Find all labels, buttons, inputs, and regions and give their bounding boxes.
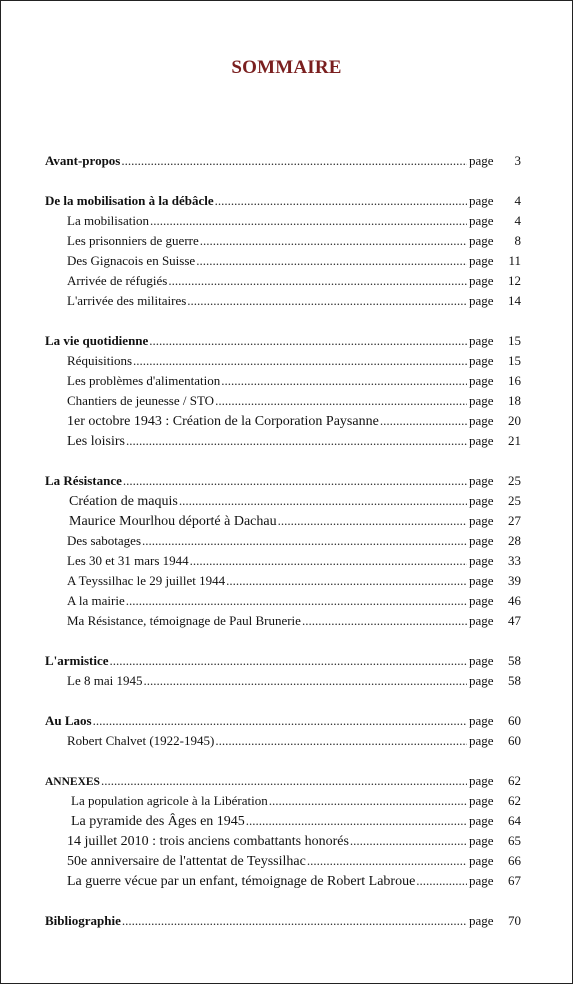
toc-section-row: [45, 711, 521, 731]
dot-leader: [110, 651, 467, 671]
page-number: 62: [508, 793, 521, 808]
page-word: page: [469, 413, 494, 428]
dot-leader: [190, 551, 467, 571]
dot-leader: [215, 191, 467, 211]
page-word: page: [469, 573, 494, 588]
dot-leader: [269, 791, 467, 811]
dot-leader: [150, 211, 467, 231]
dot-leader: [122, 911, 467, 931]
page-number: 20: [508, 413, 521, 428]
toc-entry-title: Création de maquis: [69, 494, 178, 509]
page-number: 58: [508, 673, 521, 688]
page-word: page: [469, 213, 494, 228]
page-number: 62: [508, 773, 521, 788]
page-number: 47: [508, 613, 521, 628]
page-number: 67: [508, 873, 521, 888]
toc-section-title: De la mobilisation à la débâcle: [45, 193, 214, 208]
dot-leader: [246, 811, 467, 831]
toc-entry-row: [69, 511, 521, 531]
page-number: 4: [514, 193, 521, 208]
page-word: page: [469, 273, 494, 288]
toc-entry-row: [69, 491, 521, 511]
page-word: page: [469, 533, 494, 548]
toc-entry-row: [67, 271, 521, 291]
dot-leader: [226, 571, 467, 591]
page-word: page: [469, 393, 494, 408]
toc-entry-row: [67, 851, 521, 871]
toc-entry-row: [67, 431, 521, 451]
toc-entry-row: [67, 871, 521, 891]
page-word: page: [469, 253, 494, 268]
page-number: 8: [514, 233, 521, 248]
toc-entry-title: La population agricole à la Libération: [71, 793, 268, 808]
toc-entry-title: 1er octobre 1943 : Création de la Corporation Paysanne: [67, 414, 379, 429]
page-word: page: [469, 513, 494, 528]
toc-entry-title: La mobilisation: [67, 213, 149, 228]
toc-section-title: La Résistance: [45, 473, 122, 488]
page-number: 58: [508, 653, 521, 668]
page-number: 11: [508, 253, 521, 268]
toc-entry-row: [67, 351, 521, 371]
toc-section-row: [45, 331, 521, 351]
page-number: 12: [508, 273, 521, 288]
page-word: page: [469, 333, 494, 348]
toc-section-title: Bibliographie: [45, 913, 121, 928]
page-number: 46: [508, 593, 521, 608]
page-word: page: [469, 373, 494, 388]
toc-entry-row: [67, 731, 521, 751]
toc-entry-row: [67, 671, 521, 691]
page-word: page: [469, 473, 494, 488]
page-word: page: [469, 653, 494, 668]
page-word: page: [469, 613, 494, 628]
page-word: page: [469, 913, 494, 928]
dot-leader: [101, 771, 467, 791]
toc-entry-row: [71, 811, 521, 831]
toc-entry-row: [67, 411, 521, 431]
page-number: 60: [508, 733, 521, 748]
page-word: page: [469, 813, 494, 828]
dot-leader: [143, 671, 467, 691]
dot-leader: [278, 511, 467, 531]
toc-entry-row: [67, 391, 521, 411]
toc-section-title: Au Laos: [45, 713, 92, 728]
dot-leader: [123, 471, 467, 491]
toc-section-row: [45, 471, 521, 491]
page-number: 15: [508, 353, 521, 368]
toc-entry-row: [67, 611, 521, 631]
dot-leader: [380, 411, 467, 431]
page-word: page: [469, 553, 494, 568]
dot-leader: [126, 431, 467, 451]
page-word: page: [469, 733, 494, 748]
toc-entry-title: Réquisitions: [67, 353, 133, 368]
toc-entry-title: Des Gignacois en Suisse: [67, 253, 196, 268]
dot-leader: [307, 851, 467, 871]
page-number: 15: [508, 333, 521, 348]
page-number: 64: [508, 813, 521, 828]
toc-entry-row: [67, 231, 521, 251]
toc-entry-row: [67, 571, 521, 591]
page-number: 65: [508, 833, 521, 848]
toc-entry-row: [67, 371, 521, 391]
toc-entry-title: A la mairie: [67, 593, 125, 608]
toc-entry-row: [67, 551, 521, 571]
page-word: page: [469, 193, 494, 208]
page-number: 3: [514, 153, 521, 168]
toc-entry-title: Le 8 mai 1945: [67, 673, 143, 688]
page-number: 60: [508, 713, 521, 728]
dot-leader: [187, 291, 467, 311]
page-title: SOMMAIRE: [231, 57, 342, 78]
toc-entry-title: L'arrivée des militaires: [67, 293, 187, 308]
page-word: page: [469, 353, 494, 368]
dot-leader: [93, 711, 467, 731]
page-word: page: [469, 293, 494, 308]
toc-section-title: ANNEXES: [45, 776, 100, 788]
page-word: page: [469, 793, 494, 808]
toc-entry-title: Chantiers de jeunesse / STO: [67, 393, 215, 408]
page-number: 39: [508, 573, 521, 588]
toc-entry-title: Les prisonniers de guerre: [67, 233, 199, 248]
toc-section-row: [45, 771, 521, 791]
toc-entry-title: Des sabotages: [67, 533, 142, 548]
toc-entry-title: Les problèmes d'alimentation: [67, 373, 221, 388]
page-word: page: [469, 433, 494, 448]
toc-section-row: [45, 911, 521, 931]
dot-leader: [215, 731, 467, 751]
page-number: 70: [508, 913, 521, 928]
dot-leader: [350, 831, 467, 851]
toc-entry-row: [67, 211, 521, 231]
toc-section-title: Avant-propos: [45, 153, 121, 168]
toc-entry-title: La guerre vécue par un enfant, témoignage de Robert Labroue: [67, 874, 416, 889]
dot-leader: [149, 331, 467, 351]
toc-section-title: L'armistice: [45, 653, 109, 668]
toc-entry-row: [67, 531, 521, 551]
dot-leader: [416, 871, 467, 891]
toc-entry-row: [67, 291, 521, 311]
dot-leader: [196, 251, 467, 271]
page-number: 21: [508, 433, 521, 448]
page-number: 18: [508, 393, 521, 408]
toc-entry-title: 50e anniversaire de l'attentat de Teyssilhac: [67, 854, 306, 869]
dot-leader: [215, 391, 467, 411]
dot-leader: [302, 611, 467, 631]
toc-entry-title: Les 30 et 31 mars 1944: [67, 553, 189, 568]
dot-leader: [126, 591, 467, 611]
page-word: page: [469, 833, 494, 848]
page-word: page: [469, 493, 494, 508]
page-number: 14: [508, 293, 521, 308]
toc-entry-row: [67, 831, 521, 851]
page-word: page: [469, 673, 494, 688]
page-number: 27: [508, 513, 521, 528]
toc-section-row: [45, 651, 521, 671]
page-number: 66: [508, 853, 521, 868]
dot-leader: [221, 371, 467, 391]
toc-entry-title: Robert Chalvet (1922-1945): [67, 733, 215, 748]
page-word: page: [469, 593, 494, 608]
page-number: 28: [508, 533, 521, 548]
page-word: page: [469, 873, 494, 888]
toc-entry-row: [67, 591, 521, 611]
page-word: page: [469, 853, 494, 868]
page-number: 33: [508, 553, 521, 568]
toc-section-title: La vie quotidienne: [45, 333, 149, 348]
toc-entry-title: 14 juillet 2010 : trois anciens combattants honorés: [67, 834, 349, 849]
toc-entry-title: Arrivée de réfugiés: [67, 273, 168, 288]
page-number: 4: [514, 213, 521, 228]
toc-entry-row: [71, 791, 521, 811]
page-number: 16: [508, 373, 521, 388]
dot-leader: [168, 271, 467, 291]
page-word: page: [469, 773, 494, 788]
page-word: page: [469, 713, 494, 728]
page-word: page: [469, 153, 494, 168]
page-word: page: [469, 233, 494, 248]
dot-leader: [142, 531, 467, 551]
toc-entry-title: Les loisirs: [67, 434, 125, 449]
dot-leader: [200, 231, 467, 251]
toc-entry-row: [67, 251, 521, 271]
dot-leader: [121, 151, 467, 171]
toc-section-row: [45, 151, 521, 171]
page-number: 25: [508, 493, 521, 508]
dot-leader: [179, 491, 467, 511]
toc-entry-title: Ma Résistance, témoignage de Paul Brunerie: [67, 613, 301, 628]
toc-entry-title: La pyramide des Âges en 1945: [71, 814, 245, 829]
dot-leader: [133, 351, 467, 371]
page-number: 25: [508, 473, 521, 488]
toc-section-row: [45, 191, 521, 211]
toc-entry-title: Maurice Mourlhou déporté à Dachau: [69, 514, 277, 529]
toc-entry-title: A Teyssilhac le 29 juillet 1944: [67, 573, 226, 588]
